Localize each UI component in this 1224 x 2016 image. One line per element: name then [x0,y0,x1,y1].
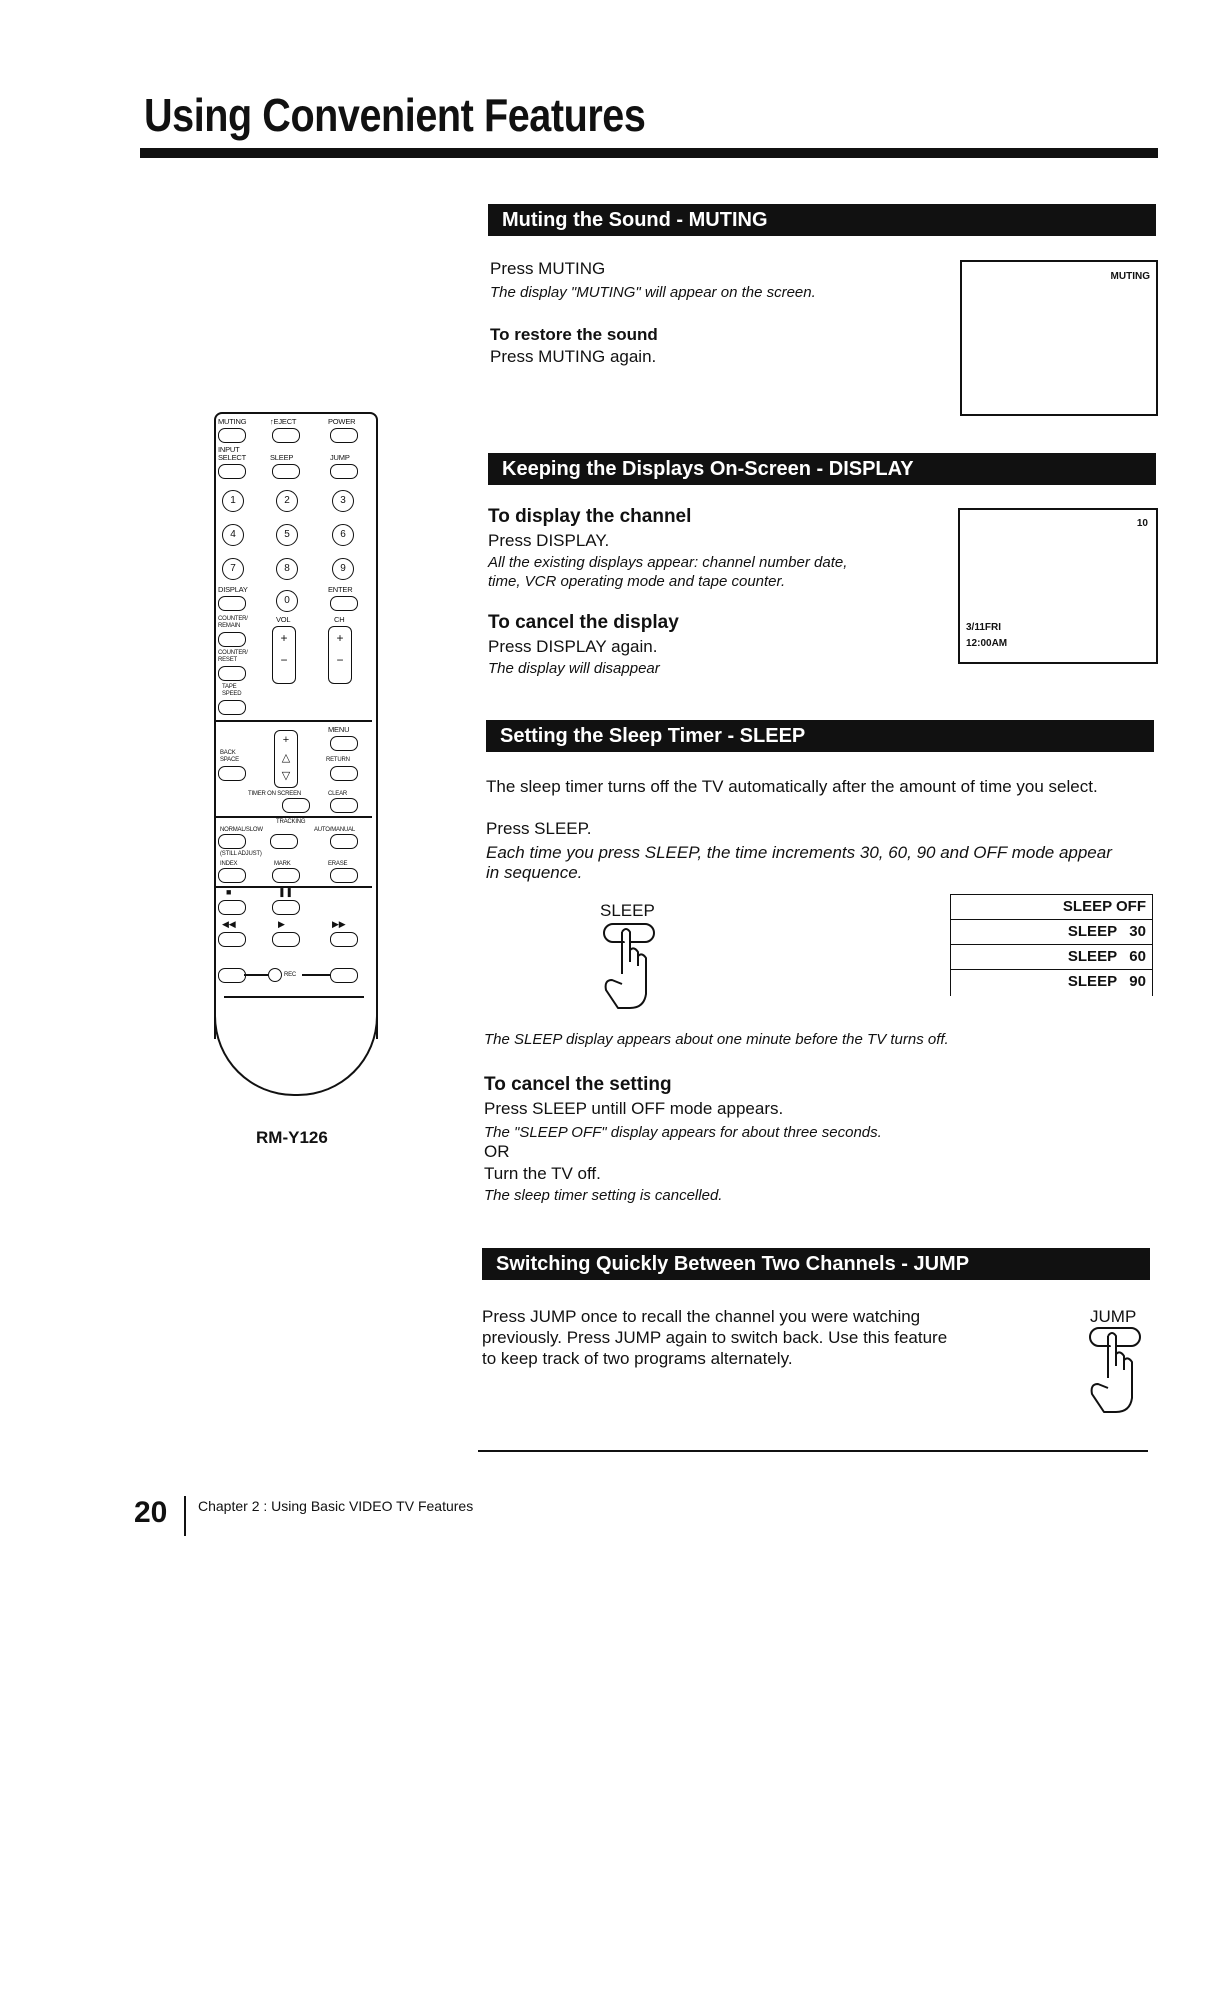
remote-channel-rocker: + − [328,626,352,684]
remote-counter-remain-button [218,632,246,647]
remote-label-muting: MUTING [218,417,247,426]
remote-model-label: RM-Y126 [256,1128,328,1147]
remote-record-right-button [330,968,358,983]
remote-sleep-button [272,464,300,479]
remote-muting-button [218,428,246,443]
remote-stop-button [218,900,246,915]
remote-number-7: 7 [222,558,244,580]
remote-input-select-button [218,464,246,479]
muting-instruction: Press MUTING [490,259,606,278]
title-rule [140,148,1158,158]
remote-index-button [218,868,246,883]
jump-text-1: Press JUMP once to recall the channel you were watching [482,1307,921,1326]
jump-section-header: Switching Quickly Between Two Channels - JUMP [482,1248,1150,1280]
jump-button-label: JUMP [1090,1307,1137,1326]
remote-number-3: 3 [332,490,354,512]
sleep-off-text: Turn the TV off. [484,1164,601,1183]
page-title: Using Convenient Features [144,89,646,141]
display-show-heading: To display the channel [488,506,692,527]
remote-rec-line-left [244,974,268,976]
remote-label-vol: VOL [276,615,291,624]
remote-rec-line-right [302,974,330,976]
remote-label-normal-slow: NORMAL/SLOW [220,827,263,833]
remote-power-button [330,428,358,443]
remote-eject-button [272,428,300,443]
remote-divider-3 [216,886,372,888]
remote-play-button [272,932,300,947]
remote-label-rec: REC [284,972,297,978]
remote-number-4: 4 [222,524,244,546]
page-number: 20 [134,1496,168,1529]
display-cancel-note: The display will disappear [488,660,660,677]
muting-screen-illustration [960,260,1158,416]
remote-counter-reset-button [218,666,246,681]
sleep-section-header: Setting the Sleep Timer - SLEEP [486,720,1154,752]
sleep-row-90: SLEEP 90 [951,969,1153,996]
remote-auto-manual-button [330,834,358,849]
remote-number-8: 8 [276,558,298,580]
display-section-header: Keeping the Displays On-Screen - DISPLAY [488,453,1156,485]
muting-restore-text: Press MUTING again. [490,347,657,366]
jump-text-3: to keep track of two programs alternately. [482,1349,793,1368]
remote-clear-button [330,798,358,813]
rewind-icon: ◀◀ [222,919,236,929]
bottom-rule [478,1450,1148,1452]
remote-menu-button [330,736,358,751]
display-show-note-1: All the existing displays appear: channel number date, [488,554,848,571]
remote-label-erase: ERASE [328,861,348,867]
display-screen-channel: 10 [1136,518,1148,529]
remote-label-auto-manual: AUTO/MANUAL [314,827,356,833]
sleep-hand-press-icon [600,922,660,1012]
remote-number-1: 1 [222,490,244,512]
remote-volume-rocker: + − [272,626,296,684]
remote-label-display: DISPLAY [218,585,248,594]
remote-jump-button [330,464,358,479]
remote-label-enter: ENTER [328,585,353,594]
remote-label-return: RETURN [326,757,350,763]
sleep-or: OR [484,1142,510,1161]
remote-return-button [330,766,358,781]
remote-number-9: 9 [332,558,354,580]
sleep-appear-note: The SLEEP display appears about one minute before the TV turns off. [484,1031,949,1048]
remote-label-still-adjust: (STILL ADJUST) [220,851,262,857]
stop-icon: ■ [226,887,232,897]
muting-screen-label: MUTING [1110,271,1150,282]
sleep-press: Press SLEEP. [486,819,592,838]
fast-forward-icon: ▶▶ [332,919,346,929]
muting-section-header: Muting the Sound - MUTING [488,204,1156,236]
play-icon: ▶ [278,919,285,929]
sleep-note-1: Each time you press SLEEP, the time increments 30, 60, 90 and OFF mode appear [486,843,1112,862]
remote-number-6: 6 [332,524,354,546]
remote-tracking-down-button [218,834,246,849]
muting-note: The display "MUTING" will appear on the screen. [490,284,816,301]
sleep-row-60: SLEEP 60 [951,944,1153,969]
footer-divider [184,1496,186,1536]
remote-tracking-up-button [270,834,298,849]
remote-arrow-rocker: + △ ▽ [274,730,298,788]
remote-number-2: 2 [276,490,298,512]
footer-chapter: Chapter 2 : Using Basic VIDEO TV Features [198,1498,474,1514]
remote-enter-button [330,596,358,611]
remote-label-counter-reset: COUNTER/ RESET [218,650,248,663]
remote-control-illustration [214,412,378,1102]
sleep-cancel-heading: To cancel the setting [484,1074,672,1095]
remote-label-clear: CLEAR [328,791,348,797]
pause-icon: ❚❚ [278,887,293,897]
sleep-intro: The sleep timer turns off the TV automatically after the amount of time you select. [486,777,1098,796]
sleep-mode-table [950,894,1153,996]
display-cancel-text: Press DISPLAY again. [488,637,658,656]
remote-erase-button [330,868,358,883]
remote-back-space-button [218,766,246,781]
remote-mark-button [272,868,300,883]
remote-divider-4 [224,996,364,998]
sleep-off-note: The sleep timer setting is cancelled. [484,1187,723,1204]
remote-label-tape-speed: TAPE SPEED [222,684,242,697]
display-show-note-2: time, VCR operating mode and tape counter. [488,573,786,590]
remote-label-back-space: BACK SPACE [220,750,239,763]
remote-timer-on-screen-button [282,798,310,813]
remote-label-power: POWER [328,417,356,426]
sleep-button-label: SLEEP [600,901,655,920]
remote-bottom [214,1012,378,1096]
remote-label-input-select: INPUT SELECT [218,445,246,462]
remote-label-timer-on-screen: TIMER ON SCREEN [248,791,302,797]
remote-number-5: 5 [276,524,298,546]
sleep-note-2: in sequence. [486,863,583,882]
remote-label-sleep: SLEEP [270,453,294,462]
display-screen-illustration [958,508,1158,664]
remote-label-menu: MENU [328,725,350,734]
display-show-text: Press DISPLAY. [488,531,610,550]
remote-tape-speed-button [218,700,246,715]
remote-label-counter-remain: COUNTER/ REMAIN [218,616,248,629]
sleep-cancel-note: The "SLEEP OFF" display appears for about three seconds. [484,1124,882,1141]
remote-rec-button [268,968,282,982]
remote-divider-1 [216,720,372,722]
display-cancel-heading: To cancel the display [488,612,679,633]
jump-text-2: previously. Press JUMP again to switch back. Use this feature [482,1328,948,1347]
remote-label-tracking: TRACKING [276,819,306,825]
remote-label-mark: MARK [274,861,291,867]
remote-label-index: INDEX [220,861,238,867]
sleep-row-off: SLEEP OFF [951,894,1153,919]
muting-restore-heading: To restore the sound [490,325,658,344]
remote-pause-button [272,900,300,915]
sleep-cancel-text: Press SLEEP untill OFF mode appears. [484,1099,784,1118]
remote-label-eject: ↑EJECT [270,417,297,426]
remote-label-ch: CH [334,615,345,624]
remote-number-0: 0 [276,590,298,612]
remote-label-jump: JUMP [330,453,350,462]
display-screen-time: 12:00AM [966,638,1008,649]
jump-hand-press-icon [1086,1326,1146,1416]
display-screen-date: 3/11FRI [966,622,1002,633]
remote-record-left-button [218,968,246,983]
sleep-row-30: SLEEP 30 [951,919,1153,944]
remote-display-button [218,596,246,611]
remote-rewind-button [218,932,246,947]
remote-fast-forward-button [330,932,358,947]
